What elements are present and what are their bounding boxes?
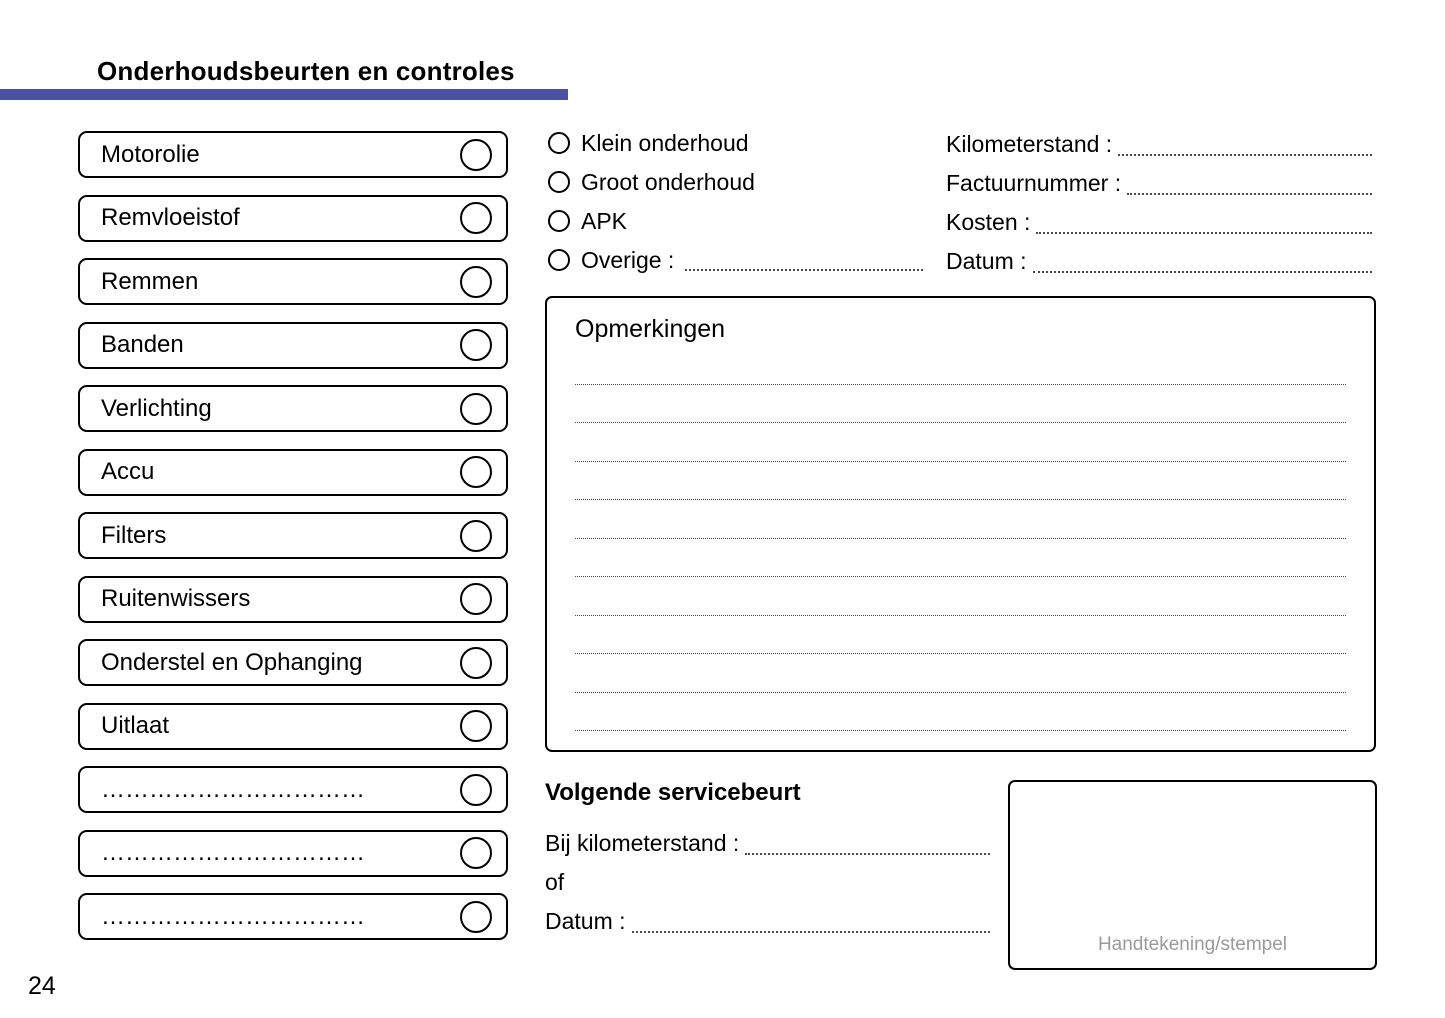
field-label: Kilometerstand : — [946, 131, 1113, 157]
option-label: Groot onderhoud — [581, 168, 755, 195]
checklist-item-blank-1 — [78, 766, 508, 813]
field-kilometerstand — [946, 128, 1372, 158]
checklist-item-blank-3 — [78, 893, 508, 940]
signature-box[interactable] — [1008, 780, 1377, 970]
checklist-item-remvloeistof — [78, 195, 508, 242]
checkbox-circle[interactable] — [460, 393, 492, 425]
field-factuurnummer — [946, 167, 1372, 197]
checkbox-circle[interactable] — [460, 202, 492, 234]
checklist-item-label: Onderstel en Ophanging — [101, 648, 363, 676]
checklist-item-label: Verlichting — [101, 394, 212, 422]
checklist-item-label: Remmen — [101, 267, 199, 295]
field-datum — [946, 245, 1372, 275]
option-label: Overige : — [581, 246, 675, 273]
next-service-or-label: of — [545, 869, 565, 895]
checkbox-circle[interactable] — [460, 520, 492, 552]
option-overige — [548, 245, 923, 275]
factuurnummer-fill-line[interactable] — [1127, 171, 1372, 195]
next-service-section — [545, 779, 990, 942]
checkbox-circle[interactable] — [460, 583, 492, 615]
overige-fill-line[interactable] — [685, 247, 923, 271]
checklist-item-label: Accu — [101, 458, 155, 485]
radio-circle[interactable] — [548, 210, 570, 232]
inspection-checklist — [78, 131, 508, 940]
title-accent-bar — [0, 89, 568, 100]
checkbox-circle[interactable] — [460, 837, 492, 869]
option-label: APK — [581, 207, 628, 234]
checklist-item-banden — [78, 322, 508, 369]
signature-label: Handtekening/stempel — [1097, 934, 1288, 955]
checkbox-circle[interactable] — [460, 139, 492, 171]
checklist-item-uitlaat — [78, 703, 508, 750]
next-service-date-fill-line[interactable] — [632, 909, 990, 933]
next-service-date-label: Datum : — [545, 908, 626, 934]
checklist-item-label: Remvloeistof — [101, 204, 240, 231]
checkbox-circle[interactable] — [460, 456, 492, 488]
option-apk — [548, 206, 923, 236]
next-service-date-row — [545, 903, 990, 935]
remarks-writing-line[interactable] — [575, 423, 1346, 462]
checklist-item-onderstel — [78, 639, 508, 686]
checklist-item-filters — [78, 512, 508, 559]
option-klein-onderhoud — [548, 128, 923, 158]
remarks-lines — [575, 346, 1346, 731]
remarks-writing-line[interactable] — [575, 385, 1346, 424]
service-detail-fields — [946, 128, 1372, 275]
next-service-km-label: Bij kilometerstand : — [545, 830, 740, 856]
checklist-item-label: Uitlaat — [101, 712, 170, 739]
datum-fill-line[interactable] — [1033, 249, 1372, 273]
next-service-km-fill-line[interactable] — [745, 831, 990, 855]
checkbox-circle[interactable] — [460, 329, 492, 361]
radio-circle[interactable] — [548, 171, 570, 193]
radio-circle[interactable] — [548, 132, 570, 154]
next-service-km-row — [545, 825, 990, 857]
checklist-item-accu — [78, 449, 508, 496]
kosten-fill-line[interactable] — [1036, 210, 1372, 234]
checklist-item-label[interactable]: …………………………… — [101, 839, 365, 866]
checkbox-circle[interactable] — [460, 774, 492, 806]
checklist-item-label[interactable]: …………………………… — [101, 902, 365, 930]
remarks-writing-line[interactable] — [575, 654, 1346, 693]
field-label: Kosten : — [946, 209, 1031, 235]
checklist-item-label: Filters — [101, 521, 167, 549]
checklist-item-blank-2 — [78, 830, 508, 877]
kilometerstand-fill-line[interactable] — [1118, 132, 1372, 156]
checklist-item-label: Ruitenwissers — [101, 585, 251, 612]
field-label: Factuurnummer : — [946, 170, 1122, 196]
option-groot-onderhoud — [548, 167, 923, 197]
checklist-item-label: Motorolie — [101, 140, 200, 168]
service-type-options — [548, 128, 923, 275]
next-service-or-row — [545, 864, 990, 896]
remarks-writing-line[interactable] — [575, 693, 1346, 732]
checkbox-circle[interactable] — [460, 710, 492, 742]
checklist-item-remmen — [78, 258, 508, 305]
field-kosten — [946, 206, 1372, 236]
page-title: Onderhoudsbeurten en controles — [97, 56, 515, 86]
option-label: Klein onderhoud — [581, 129, 749, 156]
checklist-item-label: Banden — [101, 331, 184, 358]
checkbox-circle[interactable] — [460, 647, 492, 679]
remarks-writing-line[interactable] — [575, 577, 1346, 616]
remarks-writing-line[interactable] — [575, 539, 1346, 578]
remarks-writing-line[interactable] — [575, 346, 1346, 385]
checklist-item-motorolie — [78, 131, 508, 178]
remarks-title: Opmerkingen — [575, 315, 726, 343]
remarks-writing-line[interactable] — [575, 500, 1346, 539]
checkbox-circle[interactable] — [460, 901, 492, 933]
checklist-item-verlichting — [78, 385, 508, 432]
checkbox-circle[interactable] — [460, 266, 492, 298]
page-number: 24 — [28, 972, 56, 1000]
next-service-title: Volgende servicebeurt — [545, 779, 801, 806]
remarks-writing-line[interactable] — [575, 462, 1346, 501]
checklist-item-ruitenwissers — [78, 576, 508, 623]
checklist-item-label[interactable]: …………………………… — [101, 775, 365, 803]
field-label: Datum : — [946, 248, 1027, 274]
remarks-writing-line[interactable] — [575, 616, 1346, 655]
radio-circle[interactable] — [548, 249, 570, 271]
remarks-box — [545, 296, 1376, 752]
